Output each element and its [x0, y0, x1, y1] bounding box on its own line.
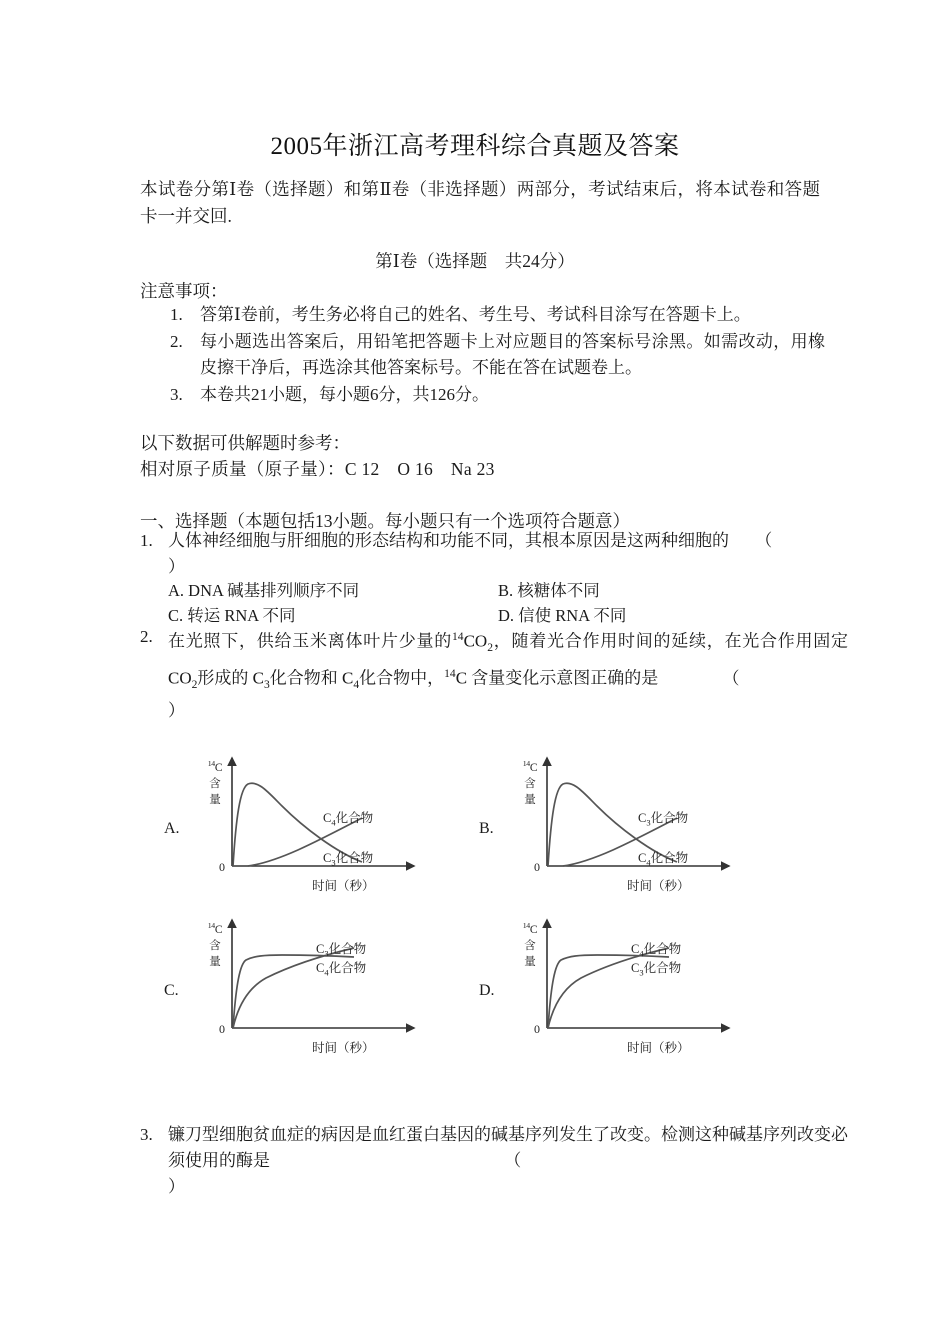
question-1-paren-close: ） — [168, 557, 185, 576]
y-axis-isotope-label: $^{14}$C — [522, 759, 538, 774]
c3-subscript: 3 — [264, 678, 270, 692]
figure-a-letter: A. — [164, 820, 180, 837]
option-row — [168, 578, 828, 603]
y-axis-char-1: 含 — [209, 939, 221, 952]
data-reference-line-2: 相对原子质量（原子量）：C 12 O 16 Na 23 — [140, 459, 495, 479]
chem-co: CO — [463, 631, 488, 651]
question-1 — [140, 528, 850, 580]
figure-b-label-upper: $C_3$化合物 — [638, 811, 689, 828]
isotope-superscript-14: 14 — [452, 630, 464, 643]
option-b-text: 核糖体不同 — [517, 581, 600, 600]
question-3 — [140, 1122, 850, 1200]
y-axis-char-2: 量 — [209, 793, 221, 806]
question-3-body — [140, 1122, 848, 1200]
y-axis-char-1: 含 — [209, 777, 221, 790]
question-2-text-part-2: ，随着光合作用时间的延续，在光合作用固定 — [492, 631, 849, 651]
notice-label: 注意事项： — [140, 281, 228, 301]
question-1-text: 人体神经细胞与肝细胞的形态结构和功能不同，其根本原因是这两种细胞的 — [168, 531, 729, 550]
question-2-number: 2. — [140, 627, 153, 646]
question-2-text-part-1: 在光照下，供给玉米离体叶片少量的 — [168, 631, 453, 651]
y-axis-isotope-label: $^{14}$C — [207, 759, 223, 774]
question-2 — [140, 624, 850, 724]
c4-subscript: 4 — [353, 678, 360, 692]
figure-d-letter: D. — [479, 982, 495, 999]
y-axis-char-2: 量 — [209, 955, 221, 968]
exam-intro-paragraph: 本试卷分第Ⅰ卷（选择题）和第Ⅱ卷（非选择题）两部分，考试结束后，将本试卷和答题卡一并交回. — [140, 179, 820, 226]
notice-item-number: 3. — [170, 385, 183, 404]
question-2-paren-open: （ — [722, 668, 740, 688]
question-2-text-part-4: 化合物和 C — [269, 668, 354, 688]
y-axis-isotope-label: $^{14}$C — [207, 921, 223, 936]
figure-d-plot — [501, 910, 751, 1050]
question-1-paren-open: （ — [755, 531, 773, 550]
y-axis-char-1: 含 — [524, 777, 536, 790]
question-1-options — [168, 578, 828, 628]
figure-a-label-upper: $C_4$化合物 — [323, 811, 374, 828]
figure-a-origin-label: 0 — [219, 860, 225, 874]
figure-c-x-axis-label: 时间（秒） — [312, 1041, 375, 1055]
figure-c-origin-label: 0 — [219, 1022, 225, 1036]
figure-a-label-lower: $C_3$化合物 — [323, 851, 374, 868]
figure-b-x-axis-label: 时间（秒） — [627, 879, 690, 893]
question-2-figure-group — [160, 748, 780, 1078]
question-2-text-part-6: C 含量变化示意图正确的是 — [455, 668, 659, 688]
option-b-key: B. — [498, 581, 514, 600]
question-3-text: 镰刀型细胞贫血症的病因是血红蛋白基因的碱基序列发生了改变。检测这种碱基序列改变必须使用的酶是 — [168, 1125, 848, 1170]
y-axis-char-2: 量 — [524, 955, 536, 968]
question-3-number: 3. — [140, 1125, 153, 1144]
notice-list — [170, 302, 825, 409]
option-a-text: DNA 碱基排列顺序不同 — [188, 581, 360, 600]
option-a[interactable] — [168, 578, 498, 603]
figure-a-plot — [186, 748, 436, 888]
chem-co-subscript: 2 — [487, 641, 493, 655]
question-2-body — [140, 624, 848, 724]
chem-co-2-subscript: 2 — [191, 678, 198, 692]
notice-item-number: 2. — [170, 332, 183, 351]
section-heading-part1: 第Ⅰ卷（选择题 共24分） — [375, 251, 575, 271]
figure-option-d[interactable] — [475, 910, 775, 1070]
option-a-key: A. — [168, 581, 185, 600]
figure-a-x-axis-label: 时间（秒） — [312, 879, 375, 893]
figure-b-label-lower: $C_4$化合物 — [638, 851, 689, 868]
figure-c-label-lower: $C_4$化合物 — [316, 961, 367, 978]
question-2-text-part-3: 形成的 C — [197, 668, 264, 688]
question-2-paren-close: ） — [168, 701, 185, 721]
figure-c-letter: C. — [164, 982, 179, 999]
data-reference-line-1: 以下数据可供解题时参考： — [140, 433, 350, 453]
figure-b-letter: B. — [479, 820, 494, 837]
figure-option-b[interactable] — [475, 748, 775, 908]
section-heading-multiple-choice: 一、选择题（本题包括13小题。每小题只有一个选项符合题意） — [140, 511, 630, 531]
chem-co-2: CO — [168, 668, 192, 688]
figure-b-plot — [501, 748, 751, 888]
figure-d-label-lower: $C_3$化合物 — [631, 961, 682, 978]
question-1-body — [140, 528, 848, 580]
notice-item-number: 1. — [170, 305, 183, 324]
figure-d-origin-label: 0 — [534, 1022, 540, 1036]
y-axis-isotope-label: $^{14}$C — [522, 921, 538, 936]
notice-item-text: 答第Ⅰ卷前，考生务必将自己的姓名、考生号、考试科目涂写在答题卡上。 — [200, 305, 751, 324]
question-2-text-part-5: 化合物中， — [359, 668, 445, 688]
question-1-number: 1. — [140, 531, 153, 550]
notice-item-text: 每小题选出答案后，用铅笔把答题卡上对应题目的答案标号涂黑。如需改动，用橡皮擦干净后，再选涂其他答案标号。不能在答在试题卷上。 — [200, 332, 825, 377]
figure-option-c[interactable] — [160, 910, 460, 1070]
option-c-key: C. — [168, 606, 184, 625]
option-b[interactable] — [498, 578, 828, 603]
figure-c-label-upper: $C_3$化合物 — [316, 942, 367, 959]
isotope-superscript-14-b: 14 — [444, 667, 456, 681]
notice-item — [170, 382, 825, 408]
figure-d-label-upper: $C_4$化合物 — [631, 942, 682, 959]
notice-item — [170, 329, 825, 381]
question-3-paren-open: （ — [504, 1151, 522, 1170]
page-title: 2005年浙江高考理科综合真题及答案 — [270, 133, 680, 160]
y-axis-char-1: 含 — [524, 939, 536, 952]
figure-option-a[interactable] — [160, 748, 460, 908]
y-axis-char-2: 量 — [524, 793, 536, 806]
notice-item-text: 本卷共21小题，每小题6分，共126分。 — [200, 385, 489, 404]
notice-item — [170, 302, 825, 328]
option-d-key: D. — [498, 606, 515, 625]
figure-b-origin-label: 0 — [534, 860, 540, 874]
figure-d-x-axis-label: 时间（秒） — [627, 1041, 690, 1055]
question-3-paren-close: ） — [168, 1177, 185, 1196]
option-d-text: 信使 RNA 不同 — [518, 606, 627, 625]
figure-c-plot — [186, 910, 436, 1050]
option-c-text: 转运 RNA 不同 — [187, 606, 296, 625]
